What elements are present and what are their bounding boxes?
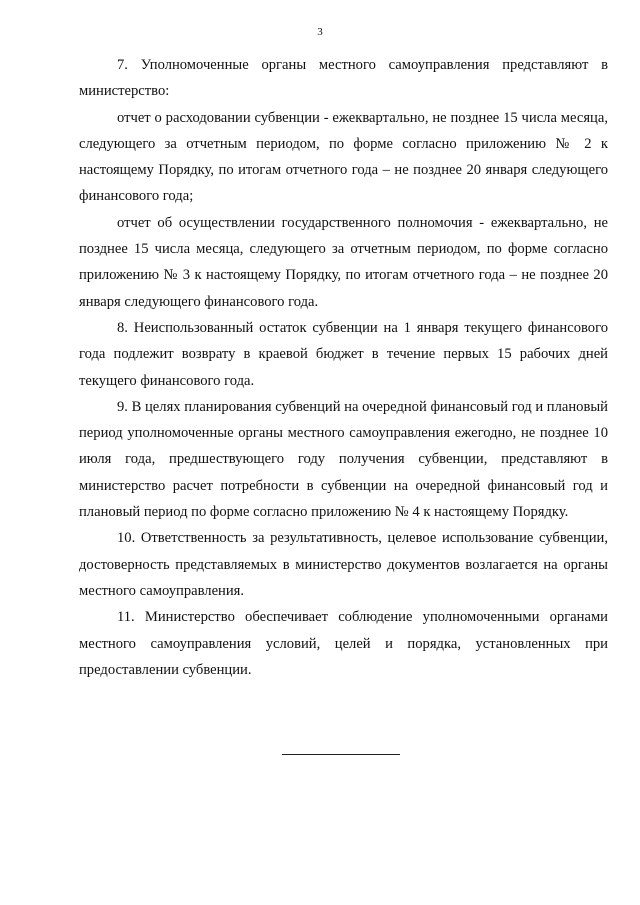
paragraph-11: 11. Министерство обеспечивает соблюдение уполномоченными органами местного самоуправления условий, целей и порядка, установленных при предоставлении субвенции. [79, 609, 608, 678]
page-number: 3 [317, 26, 323, 38]
document-body [79, 52, 608, 683]
paragraph-10: 10. Ответственность за результативность, целевое использование субвенции, достоверность представляемых в министерство документов возлагается на органы местного самоуправления. [79, 530, 608, 599]
paragraph-7-authority-report: отчет об осуществлении государственного полномочия - ежеквартально, не позднее 15 числа месяца, следующего за отчетным периодом, по форме согласно приложению № 3 к настоящему Порядку, по итогам отчетного года – не позднее 20 января следующего финансового года. [79, 214, 608, 310]
paragraph-8: 8. Неиспользованный остаток субвенции на 1 января текущего финансового года подлежит возврату в краевой бюджет в течение первых 15 рабочих дней текущего финансового года. [79, 319, 608, 389]
end-divider [282, 754, 400, 755]
paragraph-9: 9. В целях планирования субвенций на очередной финансовый год и плановый период уполномоченные органы местного самоуправления ежегодно, не позднее 10 июля года, предшествующего году получения субвенции, представляют в министерство расчет потребности в субвенции на очередной финансовый год и плановый период по форме согласно приложению № 4 к настоящему Порядку. [79, 398, 608, 521]
paragraph-7-intro: 7. Уполномоченные органы местного самоуправления представляют в министерство: [79, 57, 608, 100]
paragraph-7-subvention-report: отчет о расходовании субвенции - ежеквартально, не позднее 15 числа месяца, следующего за отчетным периодом, по форме согласно приложению № 2 к настоящему Порядку, по итогам отчетного года – не позднее 20 января следующего финансового года; [79, 109, 608, 205]
